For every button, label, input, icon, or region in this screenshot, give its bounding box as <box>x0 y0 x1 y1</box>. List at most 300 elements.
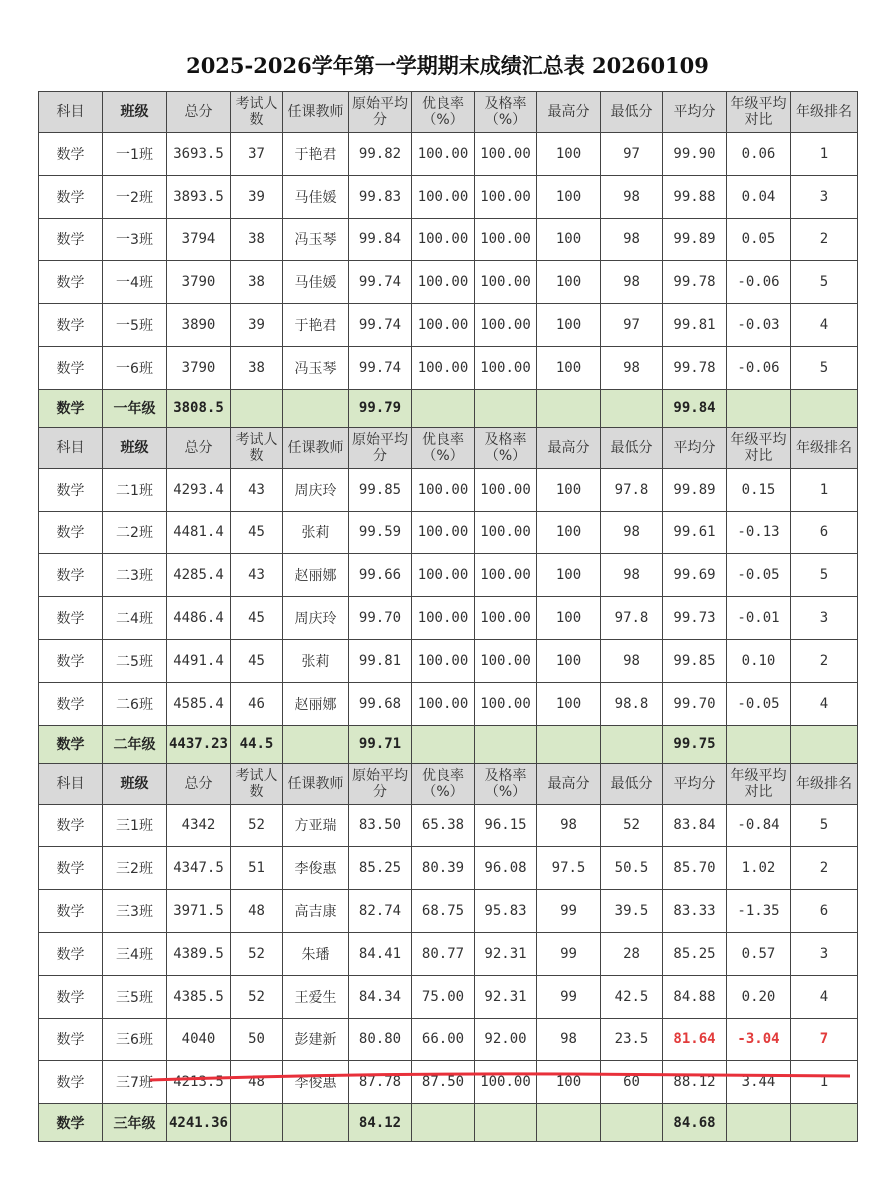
table-cell: 100.00 <box>475 304 537 347</box>
table-cell: 99.73 <box>663 597 727 640</box>
table-cell: 4040 <box>167 1018 231 1061</box>
table-cell: 99.81 <box>349 639 412 682</box>
column-header: 科目 <box>39 763 103 804</box>
table-cell: 100 <box>537 1061 601 1104</box>
table-cell: 3.44 <box>727 1061 791 1104</box>
table-cell: 于艳君 <box>283 304 349 347</box>
table-cell: 4 <box>791 975 858 1018</box>
table-cell: 45 <box>231 639 283 682</box>
table-cell: 100 <box>537 682 601 725</box>
table-row <box>39 932 858 975</box>
table-cell: 4 <box>791 682 858 725</box>
table-cell: 99.61 <box>663 511 727 554</box>
table-cell: 100.00 <box>412 639 475 682</box>
table-cell: 100.00 <box>475 1061 537 1104</box>
summary-cell: 二年级 <box>103 725 167 763</box>
table-cell: 39 <box>231 304 283 347</box>
table-cell: 80.77 <box>412 932 475 975</box>
table-cell: 60 <box>601 1061 663 1104</box>
column-header: 最低分 <box>601 763 663 804</box>
table-cell: 99.69 <box>663 554 727 597</box>
table-cell: 98 <box>601 511 663 554</box>
summary-cell <box>601 1104 663 1142</box>
table-cell: 3790 <box>167 346 231 389</box>
table-cell: 83.84 <box>663 804 727 847</box>
summary-cell: 3808.5 <box>167 389 231 427</box>
table-cell: 98 <box>537 1018 601 1061</box>
table-cell: 100.00 <box>475 511 537 554</box>
table-cell: 38 <box>231 346 283 389</box>
table-cell: 99.83 <box>349 175 412 218</box>
table-cell: 数学 <box>39 682 103 725</box>
table-cell: 99.85 <box>349 468 412 511</box>
summary-cell <box>537 389 601 427</box>
table-cell: 0.20 <box>727 975 791 1018</box>
column-header: 最低分 <box>601 92 663 133</box>
table-cell: 99.78 <box>663 261 727 304</box>
summary-cell: 数学 <box>39 389 103 427</box>
table-cell: 39.5 <box>601 890 663 933</box>
table-cell: 2 <box>791 218 858 261</box>
table-row <box>39 1061 858 1104</box>
table-cell: 三3班 <box>103 890 167 933</box>
table-cell: 84.88 <box>663 975 727 1018</box>
table-cell: 彭建新 <box>283 1018 349 1061</box>
summary-cell: 4241.36 <box>167 1104 231 1142</box>
table-cell: -0.05 <box>727 554 791 597</box>
column-header: 考试人数 <box>231 427 283 468</box>
table-cell: 98 <box>537 804 601 847</box>
table-cell: 52 <box>601 804 663 847</box>
table-cell: 50 <box>231 1018 283 1061</box>
table-cell: 4385.5 <box>167 975 231 1018</box>
table-cell: 100 <box>537 468 601 511</box>
table-cell: 83.33 <box>663 890 727 933</box>
table-cell: 3790 <box>167 261 231 304</box>
summary-cell: 84.68 <box>663 1104 727 1142</box>
table-cell: 王爱生 <box>283 975 349 1018</box>
table-cell: -3.04 <box>727 1018 791 1061</box>
table-cell: 43 <box>231 554 283 597</box>
table-row <box>39 804 858 847</box>
column-header: 总分 <box>167 763 231 804</box>
summary-cell: 84.12 <box>349 1104 412 1142</box>
summary-cell <box>412 389 475 427</box>
table-row <box>39 890 858 933</box>
table-cell: 50.5 <box>601 847 663 890</box>
table-cell: 97 <box>601 133 663 176</box>
table-cell: -0.05 <box>727 682 791 725</box>
summary-cell <box>727 725 791 763</box>
column-header: 总分 <box>167 92 231 133</box>
summary-cell: 三年级 <box>103 1104 167 1142</box>
table-cell: 100.00 <box>412 261 475 304</box>
table-cell: 5 <box>791 804 858 847</box>
table-cell: 高吉康 <box>283 890 349 933</box>
table-cell: 3693.5 <box>167 133 231 176</box>
summary-cell <box>601 725 663 763</box>
table-cell: 一5班 <box>103 304 167 347</box>
column-header: 班级 <box>103 763 167 804</box>
table-row <box>39 1018 858 1061</box>
table-cell: 100.00 <box>412 511 475 554</box>
table-cell: -0.13 <box>727 511 791 554</box>
table-cell: 2 <box>791 847 858 890</box>
table-cell: 3 <box>791 932 858 975</box>
table-cell: 100.00 <box>475 682 537 725</box>
table-cell: 82.74 <box>349 890 412 933</box>
table-row <box>39 554 858 597</box>
table-cell: 100 <box>537 597 601 640</box>
table-cell: 张莉 <box>283 639 349 682</box>
column-header: 任课教师 <box>283 763 349 804</box>
table-cell: 100 <box>537 218 601 261</box>
table-cell: 84.34 <box>349 975 412 1018</box>
column-header: 年级排名 <box>791 427 858 468</box>
table-cell: 数学 <box>39 261 103 304</box>
table-cell: 81.64 <box>663 1018 727 1061</box>
table-cell: 三6班 <box>103 1018 167 1061</box>
page-title: 2025-2026学年第一学期期末成绩汇总表 20260109 <box>186 53 709 78</box>
table-cell: 4491.4 <box>167 639 231 682</box>
table-cell: 100 <box>537 639 601 682</box>
table-cell: 100.00 <box>412 304 475 347</box>
table-cell: 97 <box>601 304 663 347</box>
table-cell: 52 <box>231 804 283 847</box>
summary-cell <box>791 725 858 763</box>
table-cell: 3890 <box>167 304 231 347</box>
table-cell: 二5班 <box>103 639 167 682</box>
table-cell: 朱璠 <box>283 932 349 975</box>
table-cell: 二1班 <box>103 468 167 511</box>
table-cell: 冯玉琴 <box>283 218 349 261</box>
table-cell: 98.8 <box>601 682 663 725</box>
table-row <box>39 468 858 511</box>
table-cell: 65.38 <box>412 804 475 847</box>
score-summary-table <box>38 91 858 1142</box>
table-cell: 4389.5 <box>167 932 231 975</box>
table-cell: 2 <box>791 639 858 682</box>
column-header: 年级平均对比 <box>727 763 791 804</box>
table-cell: 100.00 <box>412 218 475 261</box>
summary-cell <box>283 725 349 763</box>
table-cell: 99.68 <box>349 682 412 725</box>
column-header: 平均分 <box>663 92 727 133</box>
table-cell: 45 <box>231 597 283 640</box>
table-cell: 三7班 <box>103 1061 167 1104</box>
table-cell: 5 <box>791 554 858 597</box>
table-cell: 66.00 <box>412 1018 475 1061</box>
table-cell: 0.06 <box>727 133 791 176</box>
table-cell: 三1班 <box>103 804 167 847</box>
summary-cell: 4437.23 <box>167 725 231 763</box>
table-cell: 方亚瑞 <box>283 804 349 847</box>
table-cell: 98 <box>601 346 663 389</box>
table-row <box>39 175 858 218</box>
table-cell: 4 <box>791 304 858 347</box>
table-cell: 48 <box>231 890 283 933</box>
summary-cell <box>283 389 349 427</box>
table-cell: 96.15 <box>475 804 537 847</box>
table-cell: 99.82 <box>349 133 412 176</box>
summary-cell: 数学 <box>39 725 103 763</box>
table-cell: 92.31 <box>475 975 537 1018</box>
table-cell: 二6班 <box>103 682 167 725</box>
column-header: 及格率（%） <box>475 763 537 804</box>
table-cell: 1 <box>791 133 858 176</box>
table-cell: 5 <box>791 346 858 389</box>
table-row <box>39 346 858 389</box>
table-cell: 三5班 <box>103 975 167 1018</box>
table-cell: 46 <box>231 682 283 725</box>
table-cell: 99.89 <box>663 468 727 511</box>
table-cell: 48 <box>231 1061 283 1104</box>
table-cell: 97.8 <box>601 468 663 511</box>
table-cell: 23.5 <box>601 1018 663 1061</box>
table-cell: 98 <box>601 639 663 682</box>
table-cell: 0.15 <box>727 468 791 511</box>
grade-summary-row <box>39 1104 858 1142</box>
table-row <box>39 133 858 176</box>
table-cell: 3971.5 <box>167 890 231 933</box>
summary-cell: 99.75 <box>663 725 727 763</box>
column-header: 年级平均对比 <box>727 92 791 133</box>
summary-cell <box>412 1104 475 1142</box>
table-cell: 42.5 <box>601 975 663 1018</box>
table-cell: 赵丽娜 <box>283 554 349 597</box>
summary-cell <box>412 725 475 763</box>
column-header: 原始平均分 <box>349 763 412 804</box>
table-cell: 3 <box>791 597 858 640</box>
table-row <box>39 639 858 682</box>
table-cell: 4285.4 <box>167 554 231 597</box>
table-cell: 99.78 <box>663 346 727 389</box>
table-cell: 98 <box>601 175 663 218</box>
table-cell: 3794 <box>167 218 231 261</box>
summary-cell <box>475 725 537 763</box>
grade-summary-row <box>39 725 858 763</box>
table-cell: 80.39 <box>412 847 475 890</box>
table-cell: 一2班 <box>103 175 167 218</box>
table-cell: 数学 <box>39 804 103 847</box>
table-cell: 100 <box>537 133 601 176</box>
table-cell: 85.25 <box>349 847 412 890</box>
table-cell: 三2班 <box>103 847 167 890</box>
table-cell: 52 <box>231 932 283 975</box>
table-cell: 赵丽娜 <box>283 682 349 725</box>
table-cell: 7 <box>791 1018 858 1061</box>
column-header: 平均分 <box>663 763 727 804</box>
table-cell: 0.10 <box>727 639 791 682</box>
table-cell: 100 <box>537 175 601 218</box>
table-cell: 99.81 <box>663 304 727 347</box>
table-cell: 37 <box>231 133 283 176</box>
table-cell: 6 <box>791 890 858 933</box>
table-cell: 1 <box>791 1061 858 1104</box>
table-cell: 100 <box>537 304 601 347</box>
summary-cell <box>791 389 858 427</box>
table-cell: 100.00 <box>475 133 537 176</box>
table-row <box>39 511 858 554</box>
summary-cell <box>537 725 601 763</box>
table-row <box>39 847 858 890</box>
summary-cell <box>537 1104 601 1142</box>
table-cell: 99.59 <box>349 511 412 554</box>
table-cell: 马佳媛 <box>283 261 349 304</box>
table-cell: 4585.4 <box>167 682 231 725</box>
table-cell: 99.74 <box>349 346 412 389</box>
table-cell: 数学 <box>39 304 103 347</box>
table-cell: 38 <box>231 218 283 261</box>
table-cell: 三4班 <box>103 932 167 975</box>
table-cell: 数学 <box>39 1061 103 1104</box>
table-cell: 100.00 <box>412 682 475 725</box>
table-cell: 100.00 <box>475 597 537 640</box>
table-header-row <box>39 92 858 133</box>
table-cell: 数学 <box>39 890 103 933</box>
column-header: 科目 <box>39 92 103 133</box>
column-header: 最高分 <box>537 92 601 133</box>
column-header: 最低分 <box>601 427 663 468</box>
table-cell: 99.89 <box>663 218 727 261</box>
table-cell: 100.00 <box>475 554 537 597</box>
column-header: 任课教师 <box>283 92 349 133</box>
column-header: 任课教师 <box>283 427 349 468</box>
table-cell: 周庆玲 <box>283 597 349 640</box>
table-cell: 84.41 <box>349 932 412 975</box>
table-cell: 92.00 <box>475 1018 537 1061</box>
table-cell: 87.78 <box>349 1061 412 1104</box>
table-cell: 李俊惠 <box>283 1061 349 1104</box>
table-cell: 83.50 <box>349 804 412 847</box>
table-cell: 0.05 <box>727 218 791 261</box>
table-cell: 二4班 <box>103 597 167 640</box>
table-header-row <box>39 763 858 804</box>
table-row <box>39 304 858 347</box>
table-cell: 99 <box>537 975 601 1018</box>
table-cell: 李俊惠 <box>283 847 349 890</box>
column-header: 班级 <box>103 92 167 133</box>
column-header: 最高分 <box>537 763 601 804</box>
table-cell: 4481.4 <box>167 511 231 554</box>
table-cell: 38 <box>231 261 283 304</box>
column-header: 优良率（%） <box>412 92 475 133</box>
table-cell: 3893.5 <box>167 175 231 218</box>
table-cell: -0.01 <box>727 597 791 640</box>
table-cell: 5 <box>791 261 858 304</box>
table-cell: 99.84 <box>349 218 412 261</box>
table-cell: 100.00 <box>412 468 475 511</box>
table-cell: 75.00 <box>412 975 475 1018</box>
summary-cell <box>727 389 791 427</box>
table-cell: 0.57 <box>727 932 791 975</box>
table-row <box>39 597 858 640</box>
table-cell: 88.12 <box>663 1061 727 1104</box>
table-cell: 4213.5 <box>167 1061 231 1104</box>
column-header: 平均分 <box>663 427 727 468</box>
table-row <box>39 261 858 304</box>
summary-cell <box>283 1104 349 1142</box>
table-cell: 98 <box>601 554 663 597</box>
table-cell: -0.06 <box>727 346 791 389</box>
table-cell: 1 <box>791 468 858 511</box>
summary-cell: 44.5 <box>231 725 283 763</box>
table-cell: 99.66 <box>349 554 412 597</box>
table-cell: 99.74 <box>349 261 412 304</box>
table-cell: 数学 <box>39 218 103 261</box>
table-cell: 数学 <box>39 554 103 597</box>
table-cell: 数学 <box>39 597 103 640</box>
table-cell: -0.84 <box>727 804 791 847</box>
table-cell: 数学 <box>39 932 103 975</box>
column-header: 原始平均分 <box>349 92 412 133</box>
table-cell: 52 <box>231 975 283 1018</box>
table-cell: 100.00 <box>475 218 537 261</box>
table-cell: 周庆玲 <box>283 468 349 511</box>
summary-cell: 数学 <box>39 1104 103 1142</box>
table-cell: 一3班 <box>103 218 167 261</box>
column-header: 原始平均分 <box>349 427 412 468</box>
table-cell: 85.25 <box>663 932 727 975</box>
table-cell: 99.85 <box>663 639 727 682</box>
table-cell: 85.70 <box>663 847 727 890</box>
table-cell: 51 <box>231 847 283 890</box>
table-cell: 二2班 <box>103 511 167 554</box>
table-cell: 6 <box>791 511 858 554</box>
table-cell: 99.88 <box>663 175 727 218</box>
table-cell: 数学 <box>39 1018 103 1061</box>
summary-cell: 99.71 <box>349 725 412 763</box>
column-header: 优良率（%） <box>412 427 475 468</box>
table-cell: 100.00 <box>412 554 475 597</box>
column-header: 及格率（%） <box>475 427 537 468</box>
summary-cell: 99.84 <box>663 389 727 427</box>
table-cell: 数学 <box>39 511 103 554</box>
table-cell: 100.00 <box>475 261 537 304</box>
table-cell: 100 <box>537 261 601 304</box>
grade-summary-row <box>39 389 858 427</box>
table-cell: 1.02 <box>727 847 791 890</box>
table-cell: 100.00 <box>412 346 475 389</box>
table-cell: 数学 <box>39 639 103 682</box>
table-cell: 数学 <box>39 847 103 890</box>
summary-cell <box>791 1104 858 1142</box>
table-cell: 数学 <box>39 346 103 389</box>
table-cell: 100 <box>537 554 601 597</box>
table-cell: 100.00 <box>475 346 537 389</box>
table-cell: 4486.4 <box>167 597 231 640</box>
table-cell: 80.80 <box>349 1018 412 1061</box>
table-header-row <box>39 427 858 468</box>
table-cell: 45 <box>231 511 283 554</box>
summary-cell <box>475 1104 537 1142</box>
table-cell: 100 <box>537 511 601 554</box>
table-cell: -0.03 <box>727 304 791 347</box>
table-cell: 4342 <box>167 804 231 847</box>
table-cell: 96.08 <box>475 847 537 890</box>
table-row <box>39 218 858 261</box>
table-cell: 马佳媛 <box>283 175 349 218</box>
summary-cell <box>231 1104 283 1142</box>
table-cell: 100.00 <box>412 175 475 218</box>
table-cell: 100.00 <box>412 597 475 640</box>
table-cell: 数学 <box>39 975 103 1018</box>
table-cell: 一6班 <box>103 346 167 389</box>
summary-cell: 99.79 <box>349 389 412 427</box>
table-cell: 99.74 <box>349 304 412 347</box>
table-cell: 68.75 <box>412 890 475 933</box>
summary-cell <box>231 389 283 427</box>
